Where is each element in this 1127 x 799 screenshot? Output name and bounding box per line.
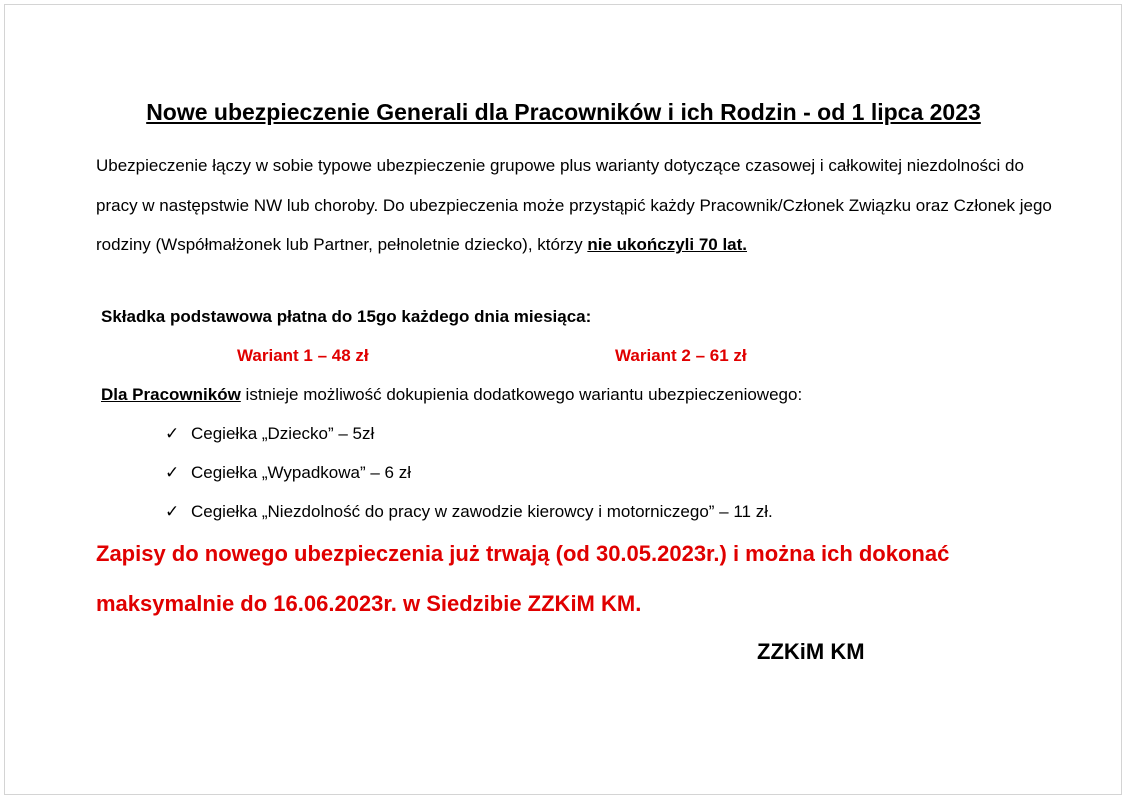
checkmark-icon: ✓ (165, 502, 180, 522)
list-item (165, 424, 374, 444)
list-item (165, 502, 773, 522)
checkmark-icon: ✓ (165, 424, 180, 444)
premium-heading: Składka podstawowa płatna do 15go każdego dnia miesiąca: (101, 307, 592, 326)
enrollment-notice-line-1: Zapisy do nowego ubezpieczenia już trwają (od 30.05.2023r.) i można ich dokonać (96, 541, 950, 566)
checkmark-icon: ✓ (165, 463, 180, 483)
enrollment-notice-line-2: maksymalnie do 16.06.2023r. w Siedzibie ZZKiM KM. (96, 591, 642, 616)
document-title: Nowe ubezpieczenie Generali dla Pracowników i ich Rodzin - od 1 lipca 2023 (146, 99, 981, 125)
intro-text: Ubezpieczenie łączy w sobie typowe ubezpieczenie grupowe plus warianty dotyczące czasowej i całkowitej niezdolności do pracy w następstwie NW lub choroby. Do ubezpieczenia może przystąpić każdy Pracownik/Członek Związku oraz Członek jego rodziny (Współmałżonek lub Partner, pełnoletnie dziecko), którzy (96, 156, 1052, 254)
age-limit-emphasis: nie ukończyli 70 lat. (587, 235, 748, 254)
extras-lead-text: istnieje możliwość dokupienia dodatkowego wariantu ubezpieczeniowego: (240, 385, 803, 404)
list-item-label: Cegiełka „Dziecko” – 5zł (191, 424, 375, 443)
list-item-label: Cegiełka „Niezdolność do pracy w zawodzie kierowcy i motorniczego” – 11 zł. (191, 502, 773, 521)
extras-lead-emphasis: Dla Pracowników (101, 385, 241, 404)
variant-2: Wariant 2 – 61 zł (615, 346, 747, 365)
extras-lead (101, 385, 802, 405)
intro-paragraph (96, 146, 1056, 265)
list-item-label: Cegiełka „Wypadkowa” – 6 zł (191, 463, 411, 482)
signature: ZZKiM KM (757, 639, 865, 664)
variant-1: Wariant 1 – 48 zł (237, 346, 369, 365)
list-item (165, 463, 411, 483)
